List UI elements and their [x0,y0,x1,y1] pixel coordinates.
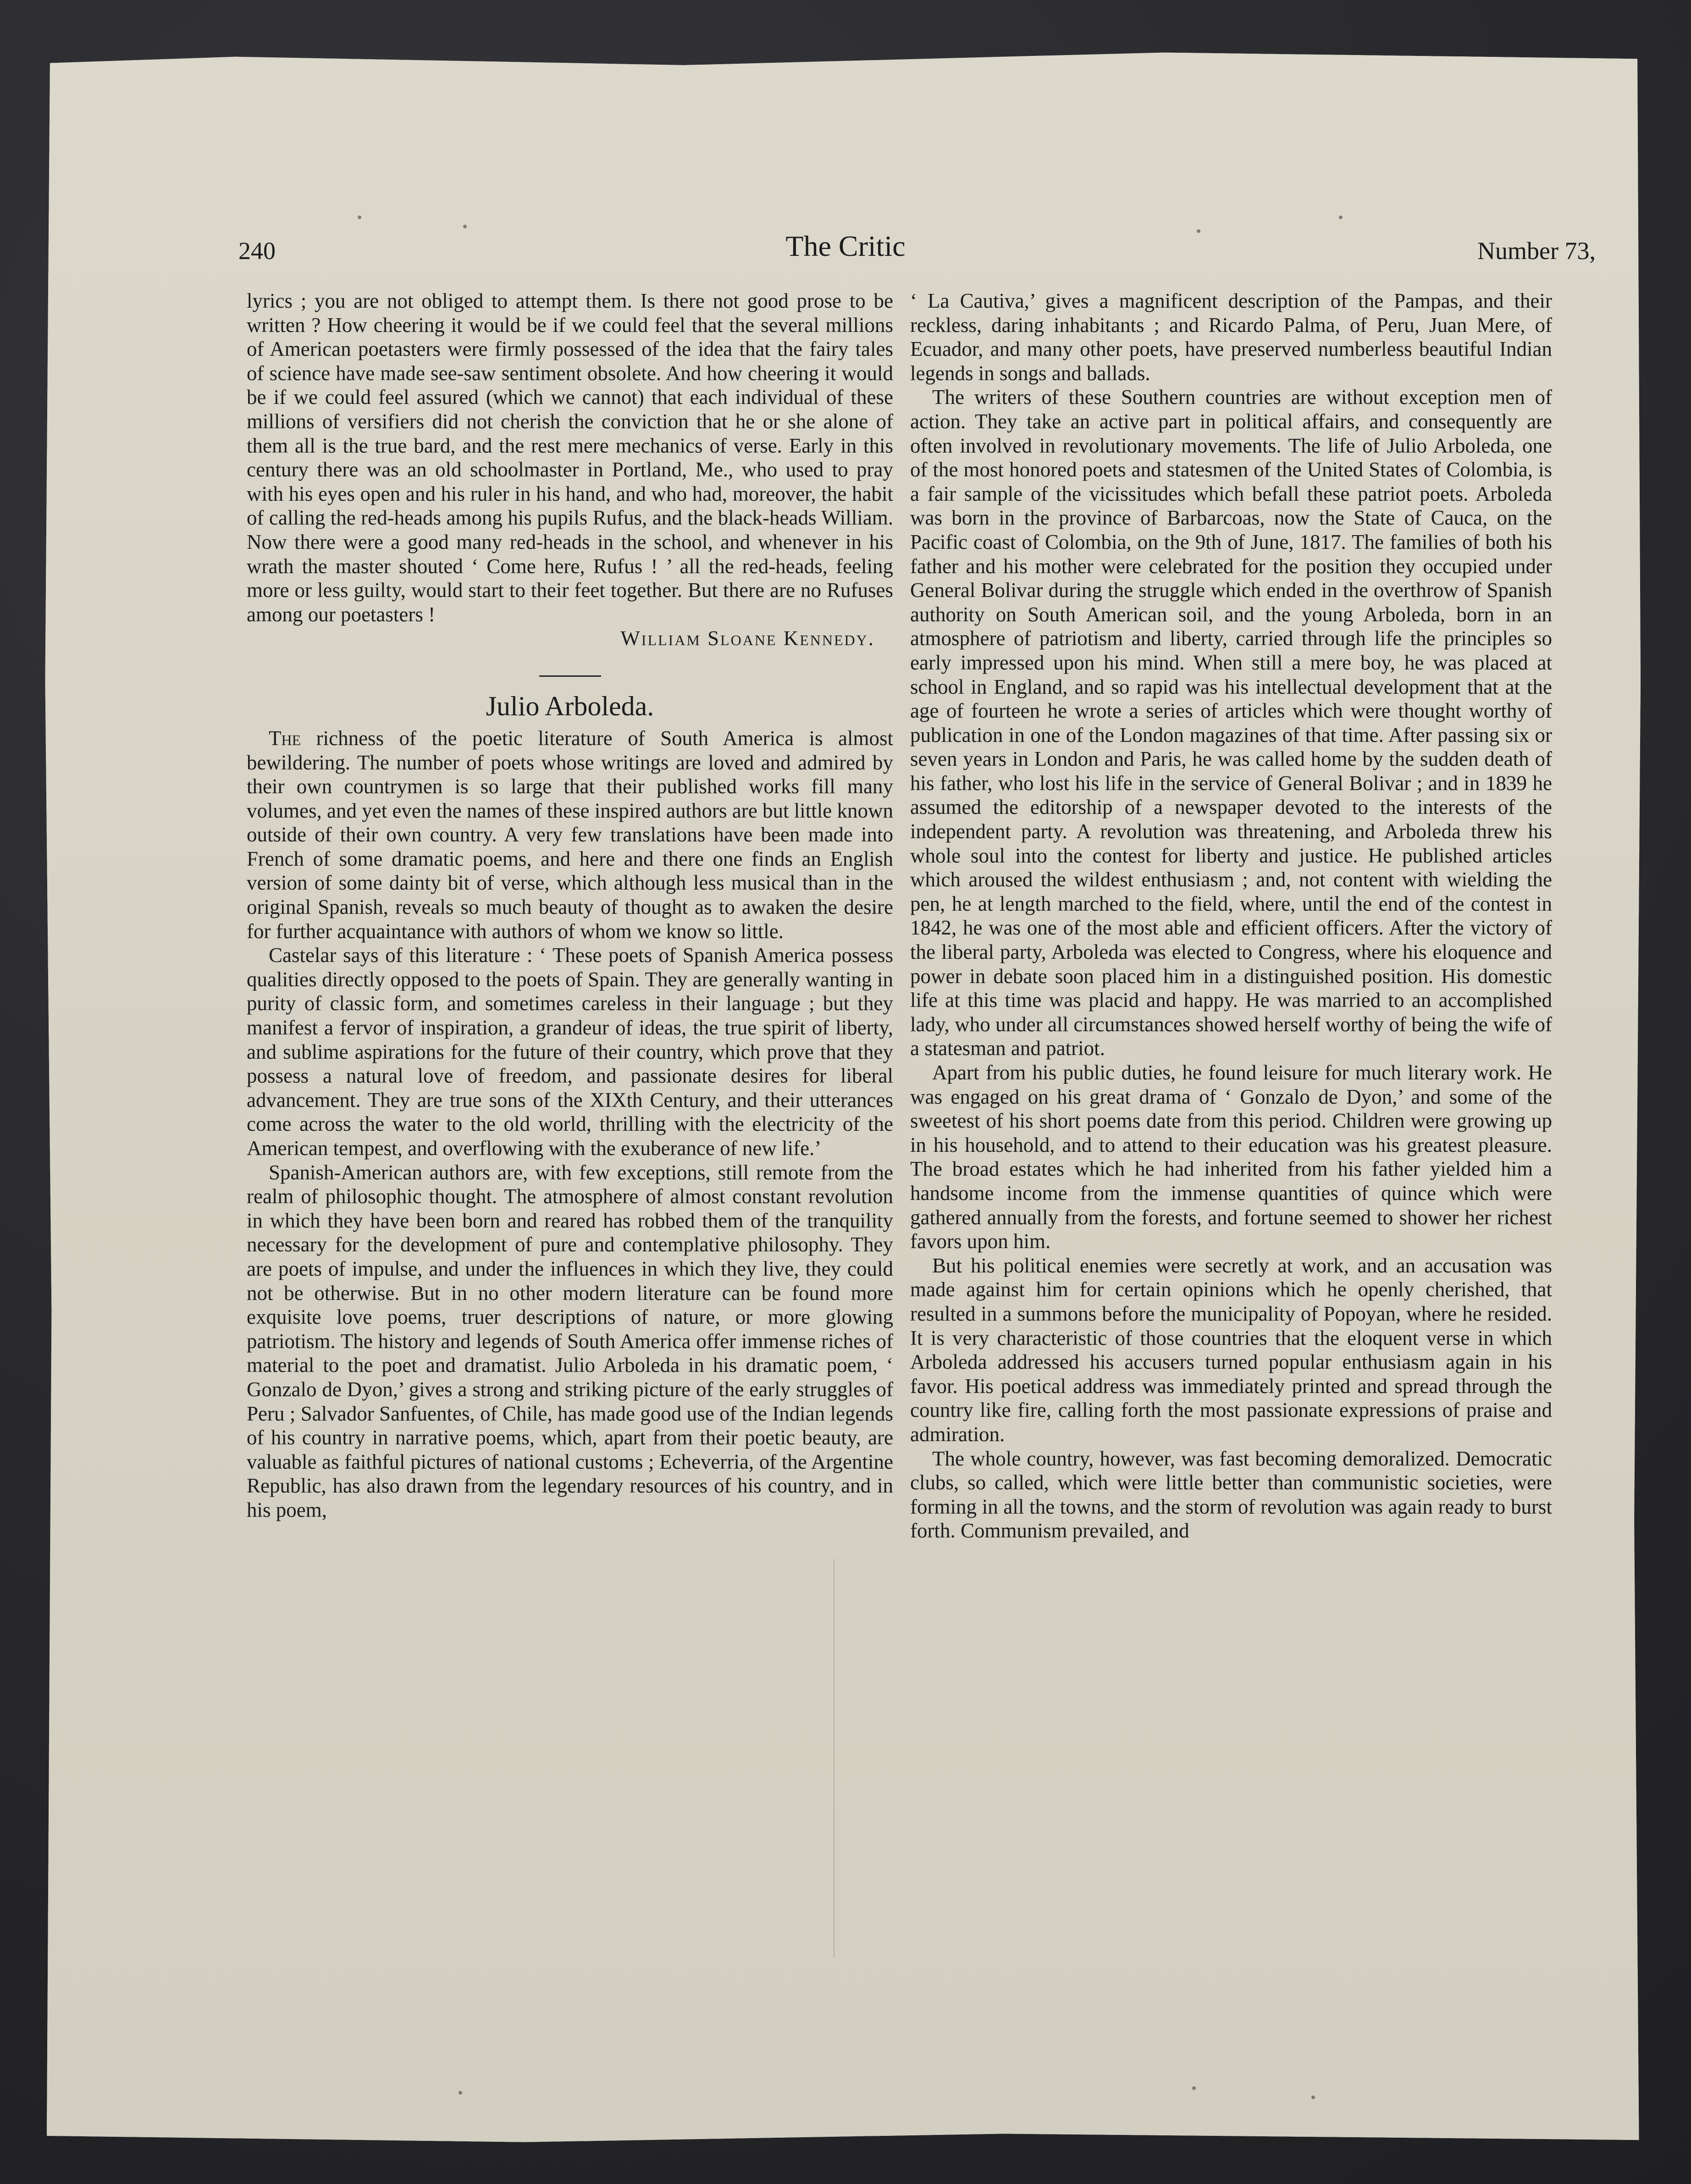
paper-speck [1311,2096,1315,2099]
paragraph: Castelar says of this literature : ‘ These poets of Spanish America possess qualities directly opposed to the poets of Spain. They are generally wanting in purity of classic form, and sometimes careless in their language ; but they manifest a fervor of inspiration, a grandeur of ideas, the true spirit of liberty, and sublime aspirations for the future of their country, which prove that they possess a natural love of freedom, and passionate desires for liberal advancement. They are true sons of the XIXth Century, and their utterances come across the water to the old world, thrilling with the electricity of the American tempest, and overflowing with the exuberance of new life.’ [247,944,893,1160]
paper-speck [1339,216,1343,219]
paragraph: Spanish-American authors are, with few exceptions, still remote from the realm of philosophic thought. The atmosphere of almost constant revolution in which they have been born and reared has robbed them of the tranquility necessary for the development of pure and contemplative philosophy. They are poets of impulse, and under the influences in which they live, they could not be otherwise. But in no other modern literature can be found more exquisite love poems, truer descriptions of nature, or more glowing patriotism. The history and legends of South America offer immense riches of material to the poet and dramatist. Julio Arboleda in his dramatic poem, ‘ Gonzalo de Dyon,’ gives a strong and striking picture of the early struggles of Peru ; Salvador Sanfuentes, of Chile, has made good use of the Indian legends of his country in narrative poems, which, apart from their poetic beauty, are valuable as faithful pictures of national customs ; Echeverria, of the Argentine Republic, has also drawn from the legendary resources of his country, and in his poem, [247,1161,893,1521]
paragraph [247,726,893,943]
paragraph-text: richness of the poetic literature of South America is almost bewildering. The number of poets whose writings are loved and admired by their own countrymen is so large that their published works fill many volumes, and yet even the names of these inspired authors are but little known outside of their own country. A very few translations have been made into French of some dramatic poems, and here and there one finds an English version of some dainty bit of verse, which although less musical than in the original Spanish, reveals so much beauty of thought as to awaken the desire for further acquaintance with authors of whom we know so little. [247,726,893,943]
paragraph: The whole country, however, was fast becoming demoralized. Democratic clubs, so called, which were little better than communistic societies, were forming in all the towns, and the storm of revolution was again ready to burst forth. Communism prevailed, and [910,1447,1552,1543]
left-column [247,289,893,1522]
paper-speck [1192,2086,1196,2090]
right-column [910,289,1552,1543]
magazine-title: The Critic [785,230,906,262]
paper-speck [358,216,361,219]
paragraph: The writers of these Southern countries are without exception men of action. They take an active part in political affairs, and consequently are often involved in revolutionary movements. The life of Julio Arboleda, one of the most honored poets and statesmen of the United States of Colombia, is a fair sample of the vicissitudes which befall these patriot poets. Arboleda was born in the province of Barbarcoas, now the State of Cauca, on the Pacific coast of Colombia, on the 9th of June, 1817. The families of both his father and his mother were celebrated for the position they occupied under General Bolivar during the struggle which ended in the overthrow of Spanish authority on South American soil, and the young Arboleda, born in an atmosphere of patriotism and liberty, carried through life the principles so early impressed upon his mind. When still a mere boy, he was placed at school in England, and so rapid was his intellectual development that at the age of fourteen he wrote a series of articles which were thought worthy of publication in one of the London magazines of that time. After passing six or seven years in London and Paris, he was called home by the sudden death of his father, who lost his life in the service of General Bolivar ; and in 1839 he assumed the editorship of a newspaper devoted to the interests of the independent party. A revolution was threatening, and Arboleda threw his whole soul into the contest for liberty and justice. He published articles which aroused the wildest enthusiasm ; and, not content with wielding the pen, he at length marched to the field, where, until the end of the contest in 1842, he was one of the most able and efficient officers. After the victory of the liberal party, Arboleda was elected to Congress, where his eloquence and power in debate soon placed him in a distinguished position. His domestic life at this time was placid and happy. He was married to an accomplished lady, who under all circumstances showed herself worthy of being the wife of a statesman and patriot. [910,386,1552,1060]
paragraph: But his political enemies were secretly at work, and an accusation was made against him for certain opinions which he openly cherished, that resulted in a summons before the municipality of Popoyan, where he resided. It is very characteristic of those countries that the eloquent verse in which Arboleda addressed his accusers turned popular enthusiasm again in his favor. His poetical address was immediately printed and spread through the country like fire, calling forth the most passionate expressions of praise and admiration. [910,1254,1552,1446]
paragraph: ‘ La Cautiva,’ gives a magnificent description of the Pampas, and their reckless, daring inhabitants ; and Ricardo Palma, of Peru, Juan Mere, of Ecuador, and many other poets, have preserved numberless beautiful Indian legends in songs and ballads. [910,289,1552,385]
paper-speck [1197,229,1200,233]
section-divider [539,675,601,677]
article-heading: Julio Arboleda. [486,691,654,721]
author-signature: William Sloane Kennedy. [620,627,875,650]
issue-number: Number 73, [1477,237,1596,265]
paper-speck [459,2091,462,2095]
lead-word: The [269,726,301,750]
page-number: 240 [238,237,276,265]
paragraph: lyrics ; you are not obliged to attempt them. Is there not good prose to be written ? How cheering it would be if we could feel that the several millions of American poetasters were firmly possessed of the idea that the fairy tales of science have made see-saw sentiment obsolete. And how cheering it would be if we could feel assured (which we cannot) that each individual of these millions of versifiers did not cherish the conviction that he or she alone of them all is the true bard, and the rest mere mechanics of verse. Early in this century there was an old schoolmaster in Portland, Me., who used to pray with his eyes open and his ruler in his hand, and who had, moreover, the habit of calling the red-heads among his pupils Rufus, and the black-heads William. Now there were a good many red-heads in the school, and whenever in his wrath the master shouted ‘ Come here, Rufus ! ’ all the red-heads, feeling more or less guilty, would start to their feet together. But there are no Rufuses among our poetasters ! [247,289,893,626]
paper-speck [463,225,467,228]
paragraph: Apart from his public duties, he found leisure for much literary work. He was engaged on his great drama of ‘ Gonzalo de Dyon,’ and some of the sweetest of his short poems date from this period. Children were growing up in his household, and to attend to their education was his greatest pleasure. The broad estates which he had inherited from his father yielded him a handsome income from the immense quantities of quince which were gathered annually from the forests, and fortune seemed to shower her richest favors upon him. [910,1061,1552,1253]
